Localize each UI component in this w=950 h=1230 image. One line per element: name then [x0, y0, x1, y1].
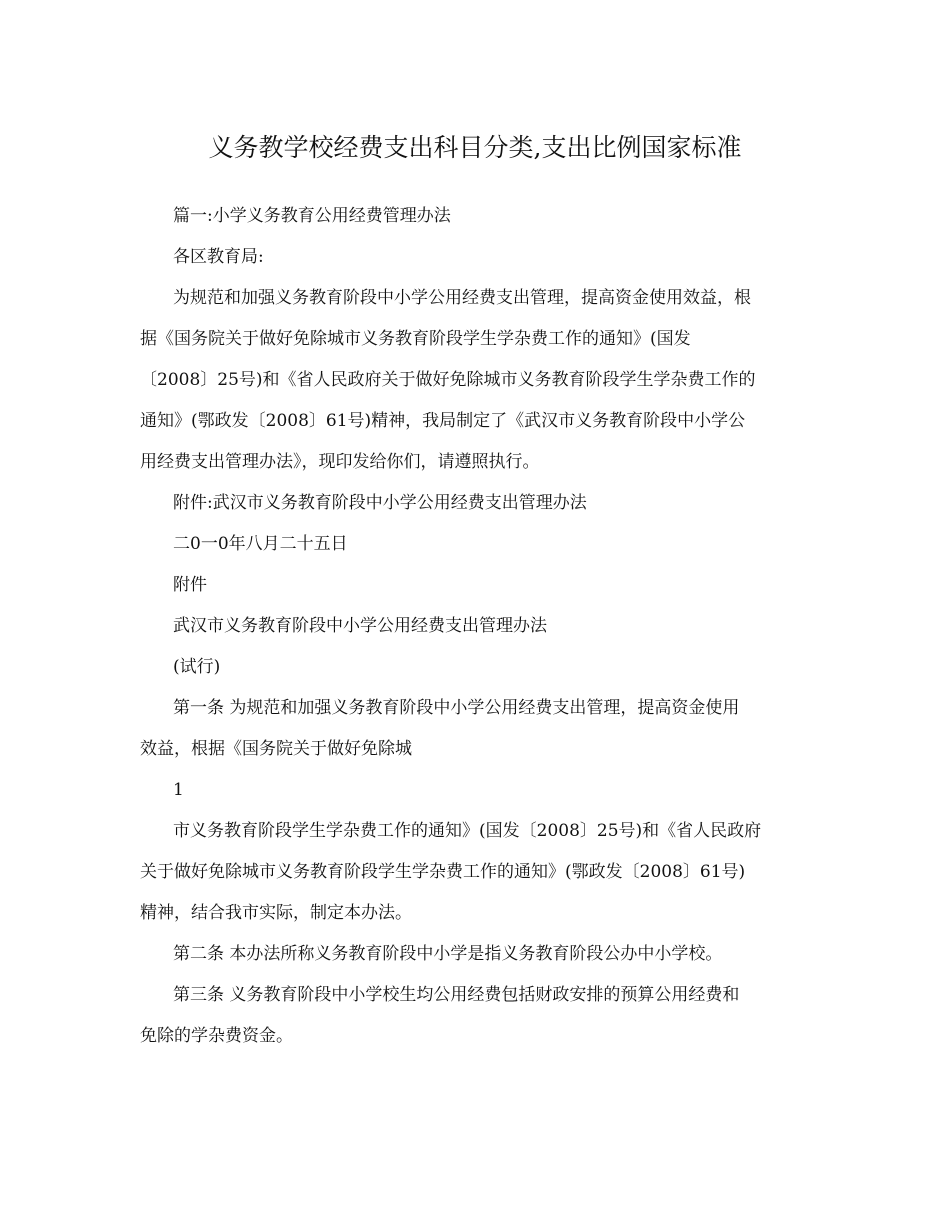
paragraph-line: 精神，结合我市实际，制定本办法。 [140, 903, 412, 923]
page-number-text: 1 [173, 780, 184, 800]
paragraph [140, 647, 815, 688]
paragraph-line: 第二条 本办法所称义务教育阶段中小学是指义务教育阶段公办中小学校。 [173, 944, 723, 964]
document-body [140, 196, 815, 1057]
paragraph-line: 附件:武汉市义务教育阶段中小学公用经费支出管理办法 [173, 493, 587, 513]
paragraph [140, 524, 815, 565]
paragraph-line: 效益，根据《国务院关于做好免除城 [140, 739, 412, 759]
paragraph-line: 为规范和加强义务教育阶段中小学公用经费支出管理，提高资金使用效益，根 [173, 288, 751, 308]
paragraph [140, 483, 815, 524]
paragraph-line: 第三条 义务教育阶段中小学校生均公用经费包括财政安排的预算公用经费和 [173, 985, 740, 1005]
paragraph [140, 565, 815, 606]
document-title: 义务教学校经费支出科目分类,支出比例国家标准 [208, 133, 742, 162]
paragraph [140, 811, 815, 934]
paragraph-line: 附件 [173, 575, 207, 595]
paragraph [140, 688, 815, 770]
paragraph-line: 第一条 为规范和加强义务教育阶段中小学公用经费支出管理，提高资金使用 [173, 698, 740, 718]
paragraph-line: 各区教育局: [173, 247, 264, 267]
paragraph-line: 用经费支出管理办法》，现印发给你们，请遵照执行。 [140, 452, 540, 472]
paragraph-line: 篇一:小学义务教育公用经费管理办法 [173, 206, 451, 226]
paragraph-line: 武汉市义务教育阶段中小学公用经费支出管理办法 [173, 616, 547, 636]
page-number [140, 770, 815, 811]
paragraph [140, 196, 815, 237]
paragraph [140, 278, 815, 483]
paragraph-line: 市义务教育阶段学生学杂费工作的通知》(国发〔2008〕25号)和《省人民政府 [173, 821, 762, 841]
paragraph-line: 通知》(鄂政发〔2008〕61号)精神，我局制定了《武汉市义务教育阶段中小学公 [140, 411, 746, 431]
paragraph-line: 关于做好免除城市义务教育阶段学生学杂费工作的通知》(鄂政发〔2008〕61号) [140, 862, 746, 882]
paragraph-line: 二0一0年八月二十五日 [173, 534, 348, 554]
paragraph [140, 934, 815, 975]
paragraph-line: (试行) [173, 657, 221, 677]
paragraph-line: 据《国务院关于做好免除城市义务教育阶段学生学杂费工作的通知》(国发 [140, 329, 691, 349]
paragraph-line: 免除的学杂费资金。 [140, 1026, 293, 1046]
paragraph [140, 975, 815, 1057]
paragraph-line: 〔2008〕25号)和《省人民政府关于做好免除城市义务教育阶段学生学杂费工作的 [140, 370, 756, 390]
paragraph [140, 606, 815, 647]
paragraph [140, 237, 815, 278]
